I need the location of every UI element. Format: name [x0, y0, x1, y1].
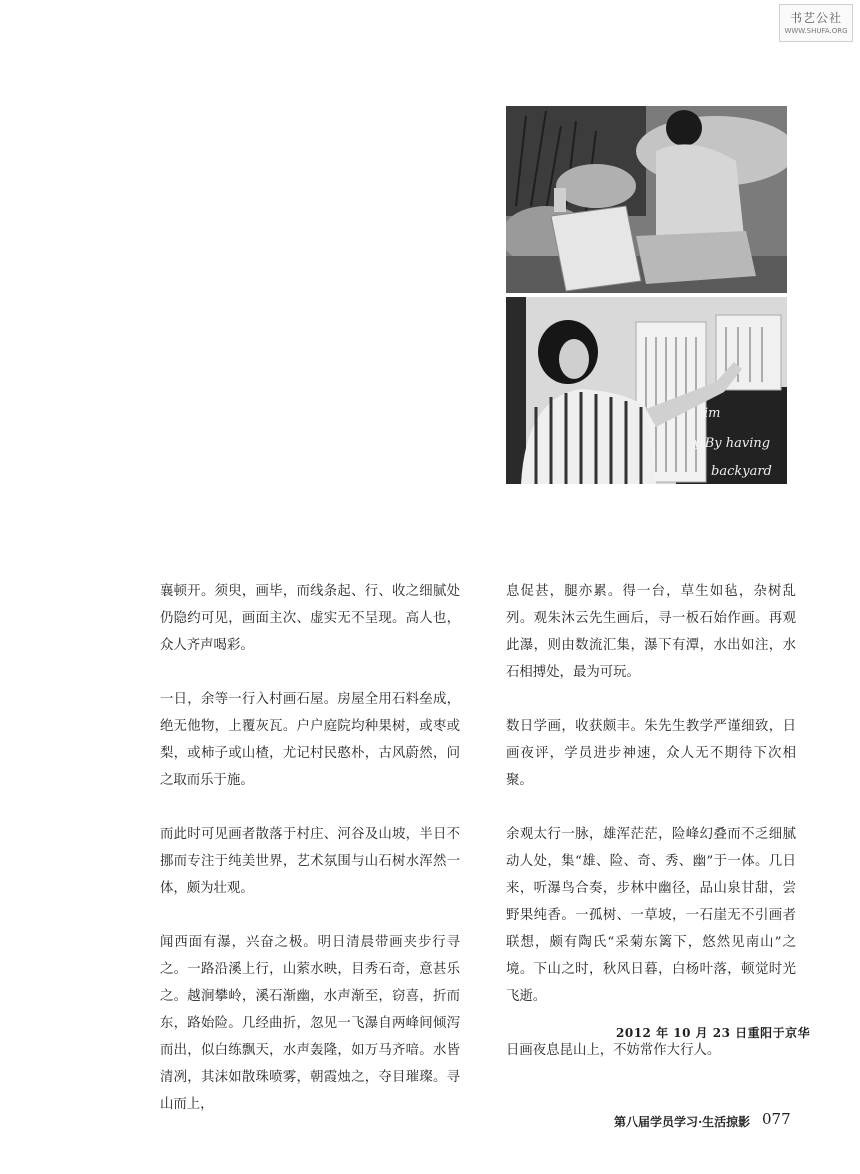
watermark-logo [779, 4, 853, 42]
right-text-column [506, 578, 796, 1091]
chalkboard-text-line-2: ty By having [688, 436, 771, 451]
photo-teacher-presenting [506, 297, 787, 484]
paragraph: 息促甚，腿亦累。得一台，草生如毡，杂树乱列。观朱沐云先生画后，寻一板石始作画。再观此瀑，则由数流汇集，瀑下有潭，水出如注，水石相搏处，最为可玩。 [506, 584, 796, 680]
paragraph: 闻西面有瀑，兴奋之极。明日清晨带画夹步行寻之。一路沿溪上行，山萦水映，目秀石奇，意甚乐之。越涧攀岭，溪石渐幽，水声渐至，窃喜，折而东，路始险。几经曲折，忽见一飞瀑自两峰间倾泻而出，似白练飘天，水声轰隆，如万马齐喑。水皆清冽，其沫如散珠喷雾，朝霞烛之，夺目璀璨。寻山而上， [160, 935, 460, 1112]
chalkboard-text-line-3: backyard [711, 464, 772, 479]
watermark-url: WWW.SHUFA.ORG [784, 27, 848, 35]
page-number: 077 [762, 1110, 791, 1128]
paragraph: 而此时可见画者散落于村庄、河谷及山坡，半日不挪而专注于纯美世界，艺术氛围与山石树水浑然一体，颇为壮观。 [160, 827, 460, 896]
paragraph: 数日学画，收获颇丰。朱先生教学严谨细致，日画夜评，学员进步神速，众人无不期待下次相聚。 [506, 719, 796, 788]
paragraph: 一日，余等一行入村画石屋。房屋全用石料垒成，绝无他物，上覆灰瓦。户户庭院均种果树，或枣或梨，或柿子或山楂，尤记村民憨朴，古风蔚然，问之取而乐于施。 [160, 692, 460, 788]
paragraph: 襄顿开。须臾，画毕，而线条起、行、收之细腻处仍隐约可见，画面主次、虚实无不呈现。高人也，众人齐声喝彩。 [160, 584, 460, 653]
photo-painter-sketching [506, 106, 787, 293]
chalkboard-text-line-1: im [704, 406, 721, 421]
paragraph: 日画夜息昆山上，不妨常作大行人。 [506, 1043, 721, 1058]
paragraph: 余观太行一脉，雄浑茫茫，险峰幻叠而不乏细腻动人处，集“雄、险、奇、秀、幽”于一体。几日来，听瀑鸟合奏，步林中幽径，品山泉甘甜，尝野果纯香。一孤树、一草坡，一石崖无不引画者联想，颇有陶氏“采菊东篱下，悠然见南山”之境。下山之时，秋风日暮，白杨叶落，顿觉时光飞逝。 [506, 827, 796, 1004]
footer-section-title: 第八届学员学习·生活掠影 [614, 1115, 751, 1129]
date-signature: 2012 年 10 月 23 日重阳于京华 [616, 1026, 811, 1040]
left-text-column [160, 578, 460, 1145]
watermark-brand: 书艺公社 [789, 11, 842, 25]
